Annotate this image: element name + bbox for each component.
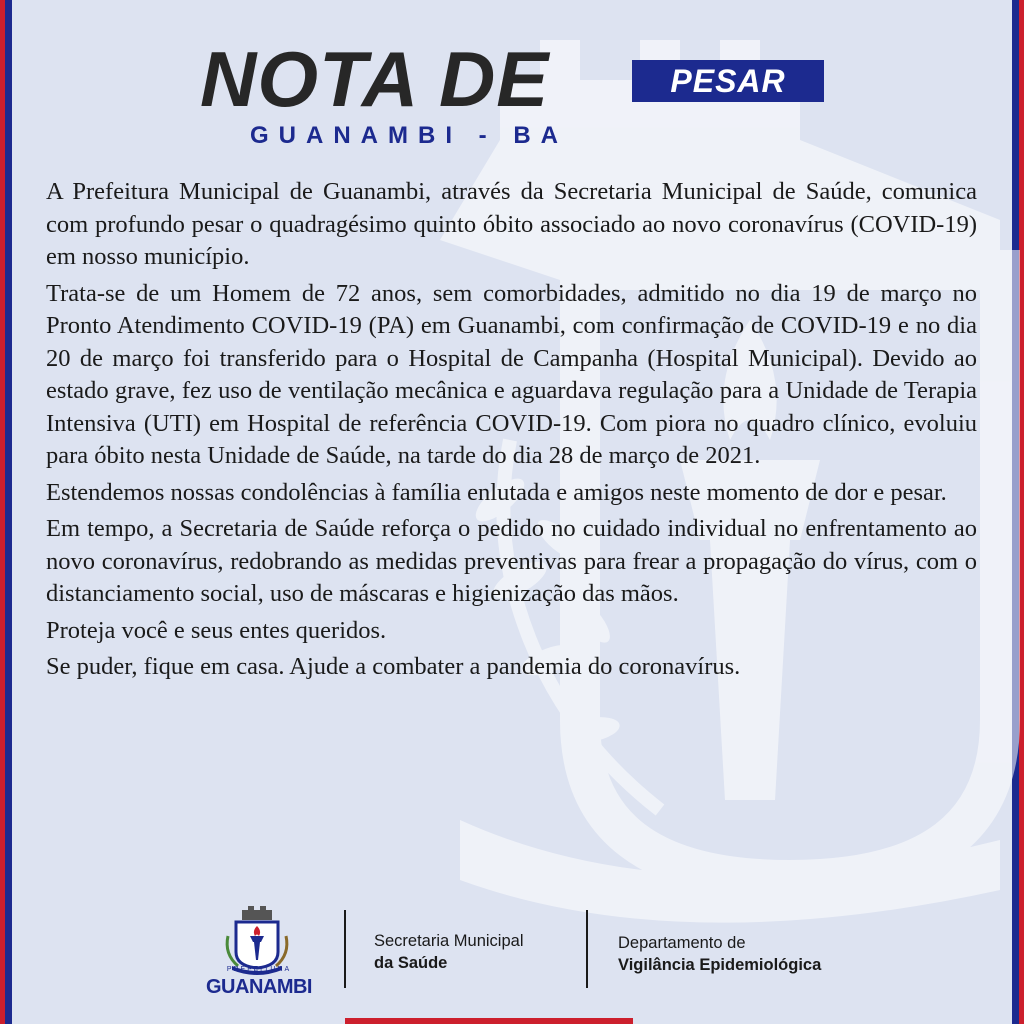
paragraph: Estendemos nossas condolências à família enlutada e amigos neste momento de dor e pesar. <box>46 478 947 506</box>
header <box>200 34 840 154</box>
secretaria-line2: da Saúde <box>374 954 448 972</box>
secretaria-line1: Secretaria Municipal <box>374 932 524 950</box>
divider <box>586 910 588 988</box>
frame-border-left <box>0 0 12 1024</box>
paragraph: Trata-se de um Homem de 72 anos, sem comorbidades, admitido no dia 19 de março no Pronto Atendimento COVID-19 (PA) em Guanambi, com confirmação de COVID-19 e no dia 20 de março foi transferido para o Hospital de Campanha (Hospital Municipal). Devido ao estado grave, fez uso de ventilação mecânica e aguardava regulação para a Unidade de Terapia Intensiva (UTI) em Hospital de referência COVID-19. Com piora no quadro clínico, evoluiu para óbito nesta Unidade de Saúde, na tarde do dia 28 de março de 2021. <box>46 279 977 469</box>
paragraph: A Prefeitura Municipal de Guanambi, através da Secretaria Municipal de Saúde, comunica com profundo pesar o quadragésimo quinto óbito associado ao novo coronavírus (COVID-19) em nosso município. <box>46 178 977 270</box>
note-body <box>46 176 977 688</box>
divider <box>344 910 346 988</box>
departamento-line1: Departamento de <box>618 934 746 952</box>
paragraph: Em tempo, a Secretaria de Saúde reforça o pedido no cuidado individual no enfrentamento ao novo coronavírus, redobrando as medidas preventivas para frear a propagação do vírus, com o distanciamento social, uso de máscaras e higienização das mãos. <box>46 515 977 607</box>
title-badge: PESAR <box>632 60 824 102</box>
logo-city-name: GUANAMBI <box>206 976 312 998</box>
bottom-accent-bar <box>345 1018 633 1024</box>
page-title: NOTA DE <box>200 35 550 123</box>
logo-prefeitura-label: PREFEITURA <box>226 966 292 973</box>
footer <box>0 900 1024 1010</box>
departamento-label <box>618 932 821 976</box>
secretaria-label <box>374 930 523 974</box>
paragraph: Proteja você e seus entes queridos. <box>46 616 387 644</box>
paragraph: Se puder, fique em casa. Ajude a combater a pandemia do coronavírus. <box>46 653 741 680</box>
departamento-line2: Vigilância Epidemiológica <box>618 956 822 974</box>
page-subtitle: GUANAMBI - BA <box>250 122 568 149</box>
